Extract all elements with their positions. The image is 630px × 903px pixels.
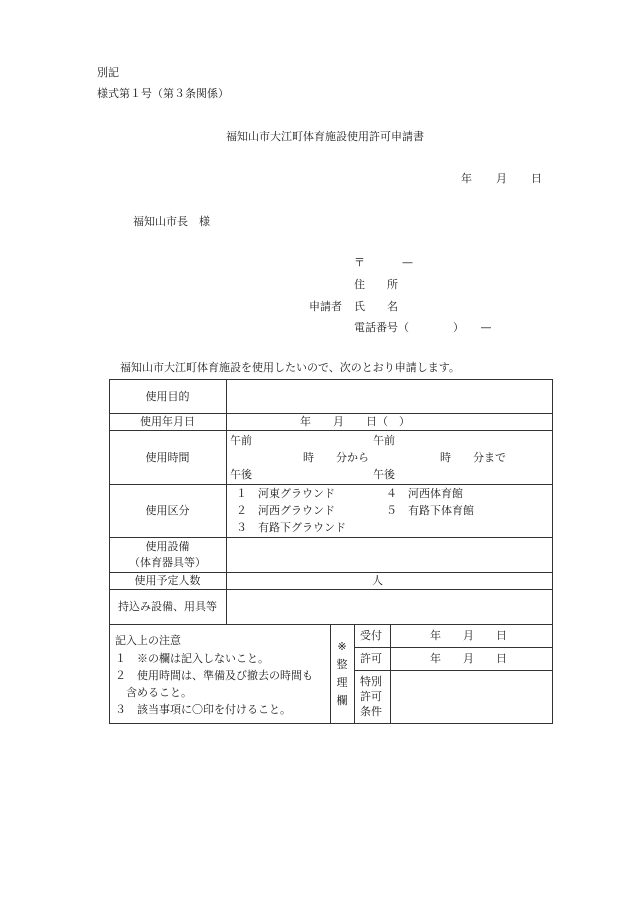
category-option[interactable]: ２ 河西グラウンド bbox=[236, 504, 335, 517]
time-am-end: 午前 bbox=[373, 434, 395, 447]
received-label: 受付 bbox=[360, 629, 382, 642]
people-unit: 人 bbox=[372, 574, 383, 587]
received-date: 年 月 日 bbox=[430, 629, 507, 642]
row-line bbox=[109, 413, 553, 414]
carry-label: 持込み設備、用具等 bbox=[118, 600, 217, 613]
phone-label: 電話番号（ ） — bbox=[354, 321, 492, 334]
category-option[interactable]: ４ 河西体育館 bbox=[386, 487, 463, 500]
postal-mark: 〒 bbox=[354, 256, 365, 269]
admin-mark: ※ bbox=[337, 640, 347, 653]
form-number: 様式第１号（第３条関係） bbox=[97, 87, 229, 100]
equipment-sublabel: （体育器具等） bbox=[129, 556, 206, 569]
time-am-start: 午前 bbox=[230, 434, 252, 447]
permit-label: 許可 bbox=[360, 652, 382, 665]
address-label: 住 所 bbox=[354, 278, 398, 291]
note-item: ２ 使用時間は、準備及び撤去の時間も bbox=[115, 669, 313, 682]
admin-divider bbox=[354, 624, 355, 724]
notes-divider bbox=[330, 624, 331, 724]
special-label: 条件 bbox=[360, 705, 382, 718]
date-day: 日 bbox=[531, 172, 542, 185]
row-line bbox=[109, 537, 553, 538]
name-label: 氏 名 bbox=[354, 300, 398, 313]
people-label: 使用予定人数 bbox=[134, 574, 201, 587]
special-label: 許可 bbox=[360, 690, 382, 703]
time-to: 時 分まで bbox=[440, 451, 506, 464]
date-value: 年 月 日（ ） bbox=[300, 415, 410, 428]
admin-char: 理 bbox=[336, 676, 348, 689]
special-label: 特別 bbox=[360, 675, 382, 688]
admin-row-line bbox=[354, 670, 553, 671]
row-line bbox=[109, 430, 553, 431]
applicant-label: 申請者 bbox=[309, 300, 342, 313]
appendix-label: 別記 bbox=[97, 66, 119, 79]
category-label: 使用区分 bbox=[145, 504, 190, 517]
admin-row-line bbox=[354, 647, 553, 648]
note-item: ３ 該当事項に〇印を付けること。 bbox=[115, 703, 291, 716]
notes-heading: 記入上の注意 bbox=[115, 634, 181, 647]
recipient: 福知山市長 様 bbox=[133, 215, 210, 228]
date-label: 使用年月日 bbox=[140, 415, 195, 428]
time-from: 時 分から bbox=[303, 451, 369, 464]
admin-char: 欄 bbox=[336, 694, 348, 707]
row-line bbox=[109, 589, 553, 590]
equipment-label: 使用設備 bbox=[145, 540, 190, 553]
date-year: 年 bbox=[461, 172, 472, 185]
admin-divider bbox=[390, 624, 391, 724]
date-month: 月 bbox=[496, 172, 507, 185]
time-pm-end: 午後 bbox=[373, 468, 395, 481]
intro-text: 福知山市大江町体育施設を使用したいので、次のとおり申請します。 bbox=[120, 361, 460, 374]
time-pm-start: 午後 bbox=[230, 468, 252, 481]
note-item: １ ※の欄は記入しないこと。 bbox=[115, 652, 269, 665]
category-option[interactable]: １ 河東グラウンド bbox=[236, 487, 335, 500]
category-option[interactable]: ３ 有路下グラウンド bbox=[236, 521, 346, 534]
admin-char: 整 bbox=[336, 658, 348, 671]
page-title: 福知山市大江町体育施設使用許可申請書 bbox=[226, 130, 424, 143]
permit-date: 年 月 日 bbox=[430, 652, 507, 665]
time-label: 使用時間 bbox=[145, 451, 190, 464]
category-option[interactable]: ５ 有路下体育館 bbox=[386, 504, 474, 517]
purpose-label: 使用目的 bbox=[145, 390, 190, 403]
row-line bbox=[109, 572, 553, 573]
postal-dash: — bbox=[402, 256, 413, 269]
note-item: 含めること。 bbox=[126, 686, 192, 699]
row-line bbox=[109, 484, 553, 485]
